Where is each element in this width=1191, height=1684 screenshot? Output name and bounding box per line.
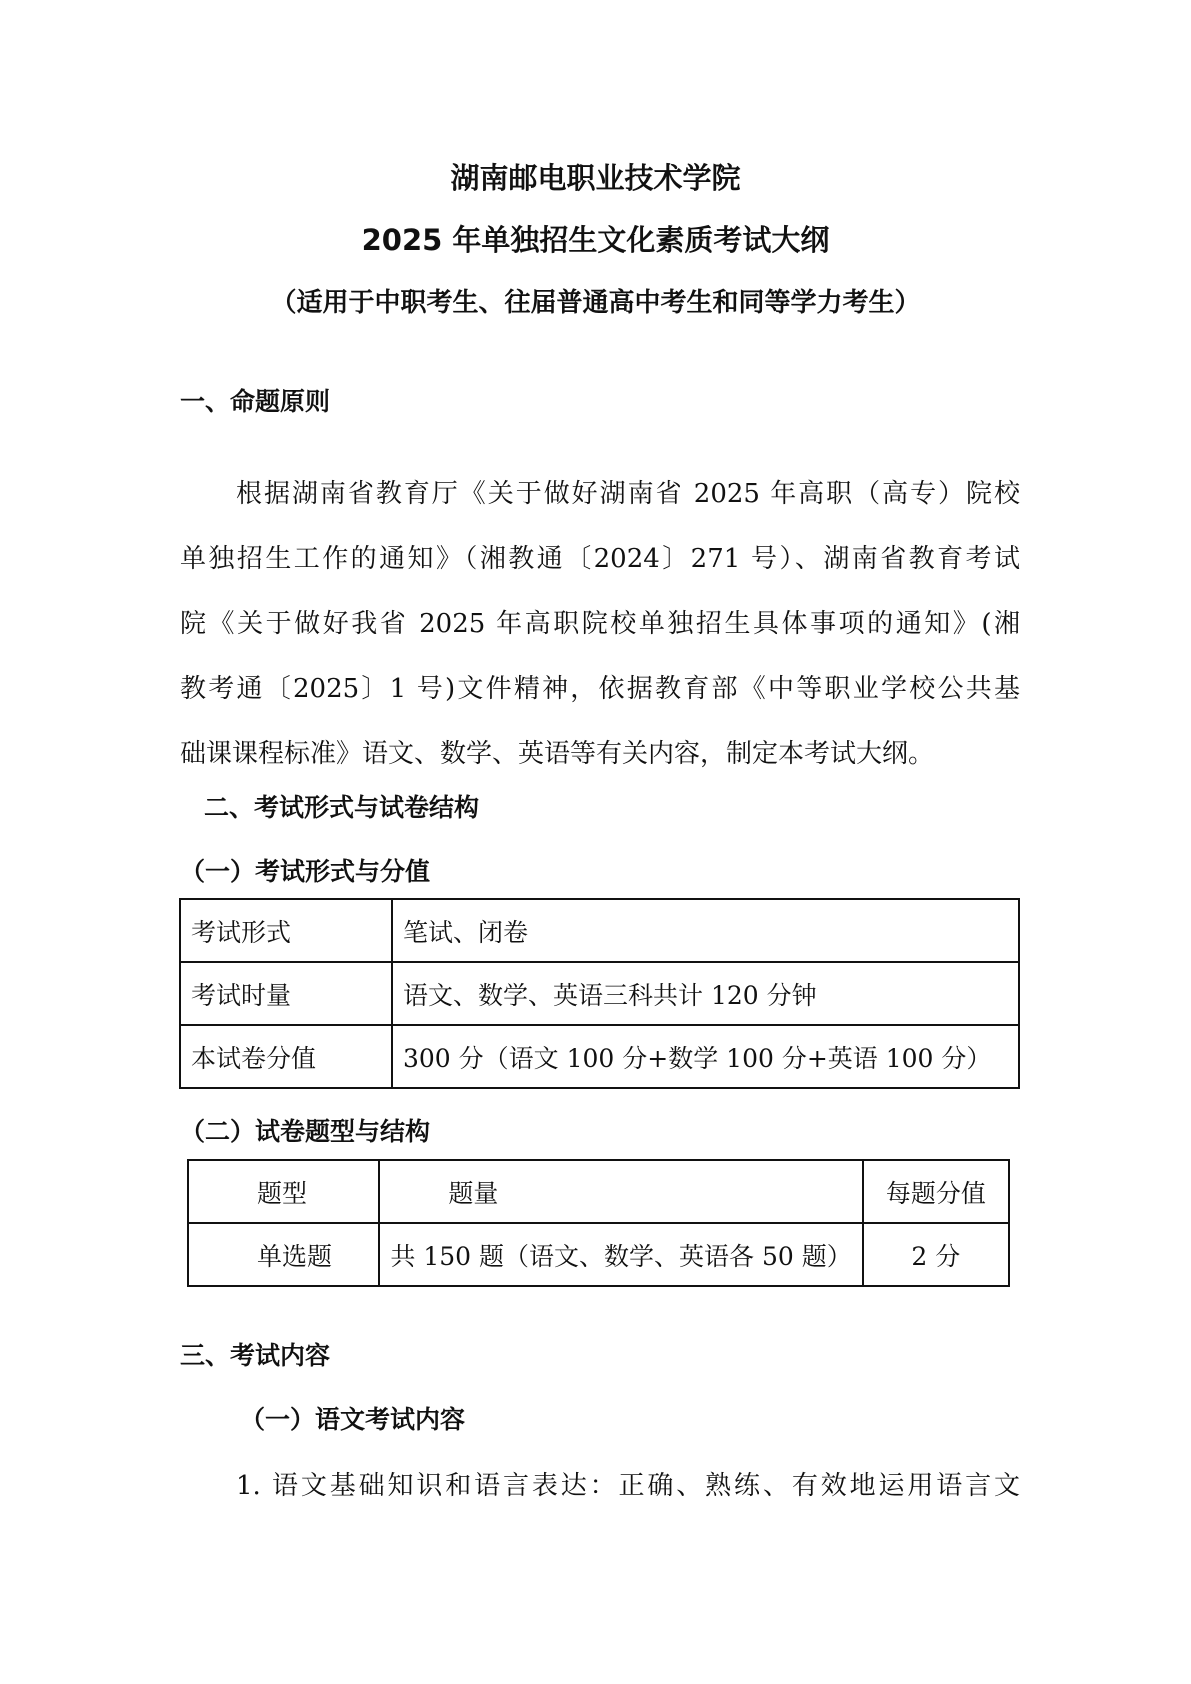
paragraph-line: 础课课程标准》语文、数学、英语等有关内容，制定本考试大纲。 (180, 739, 935, 769)
table-cell: 共 150 题（语文、数学、英语各 50 题） (379, 1223, 862, 1286)
table-cell: 单选题 (188, 1223, 379, 1286)
document-title: 2025 年单独招生文化素质考试大纲 (361, 223, 830, 257)
paragraph-line: 单独招生工作的通知》（湘教通〔2024〕271 号）、湖南省教育考试 (180, 544, 1020, 574)
table-row (180, 1025, 1019, 1088)
section-heading-exam-content: 三、考试内容 (180, 1341, 331, 1370)
table-header-cell: 每题分值 (863, 1160, 1009, 1223)
school-name: 湖南邮电职业技术学院 (450, 161, 741, 195)
table-row (180, 899, 1019, 962)
subheading-chinese-content: （一）语文考试内容 (240, 1405, 466, 1434)
paragraph-line: 根据湖南省教育厅《关于做好湖南省 2025 年高职（高专）院校 (236, 479, 1020, 509)
table-row (188, 1223, 1009, 1286)
table-header-cell: 题量 (379, 1160, 862, 1223)
principles-paragraph (180, 462, 1020, 787)
table-cell: 考试形式 (180, 899, 392, 962)
paper-structure-table (187, 1159, 1010, 1287)
paragraph-line: 院《关于做好我省 2025 年高职院校单独招生具体事项的通知》(湘 (180, 609, 1020, 639)
paragraph-line: 1. 语文基础知识和语言表达：正确、熟练、有效地运用语言文 (236, 1471, 1020, 1501)
section-heading-principles: 一、命题原则 (180, 387, 331, 416)
paragraph-line: 教考通〔2025〕1 号)文件精神，依据教育部《中等职业学校公共基 (180, 674, 1020, 704)
exam-format-table (179, 898, 1020, 1089)
table-cell: 2 分 (863, 1223, 1009, 1286)
table-row (180, 962, 1019, 1025)
table-cell: 考试时量 (180, 962, 392, 1025)
subheading-format-score: （一）考试形式与分值 (180, 857, 431, 886)
table-cell: 语文、数学、英语三科共计 120 分钟 (392, 962, 1019, 1025)
content-item (180, 1454, 1020, 1519)
document-subtitle: （适用于中职考生、往届普通高中考生和同等学力考生） (270, 288, 921, 318)
subheading-paper-structure: （二）试卷题型与结构 (180, 1117, 431, 1146)
table-cell: 本试卷分值 (180, 1025, 392, 1088)
table-cell: 笔试、闭卷 (392, 899, 1019, 962)
table-header-cell: 题型 (188, 1160, 379, 1223)
table-row (188, 1160, 1009, 1223)
section-heading-exam-format: 二、考试形式与试卷结构 (204, 793, 480, 822)
table-cell: 300 分（语文 100 分+数学 100 分+英语 100 分） (392, 1025, 1019, 1088)
